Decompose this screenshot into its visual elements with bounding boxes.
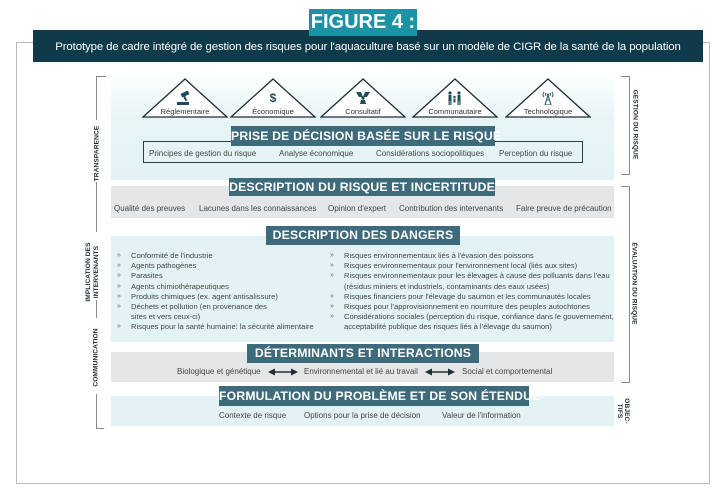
bullet-icon: » — [117, 323, 121, 331]
side-label-risk-assessment: ÉVALUATION DU RISQUE — [631, 234, 638, 334]
hazard-item — [117, 282, 332, 292]
hazard-text: Parasites — [131, 271, 163, 281]
radiation-icon — [353, 91, 373, 105]
hazard-item — [117, 322, 332, 332]
right-bracket-line — [629, 76, 630, 174]
decision-item: Principes de gestion du risque — [149, 149, 257, 158]
side-label-risk-management: GESTION DU RISQUE — [632, 85, 639, 165]
triangle-label: Réglementaire — [160, 107, 210, 116]
hazard-item — [330, 251, 614, 261]
bullet-icon: » — [330, 313, 334, 321]
dollar-icon: $ — [269, 91, 277, 105]
stakeholder-triangle-community — [412, 78, 498, 118]
hazard-text: Conformité de l'industrie — [131, 251, 213, 260]
left-bracket-line — [96, 300, 97, 318]
label-line: IMPLICATION DES — [85, 242, 92, 302]
hazard-item — [117, 292, 332, 302]
bullet-icon: » — [330, 272, 334, 280]
hazard-text: Risques pour l'approvisionnement en nourriture des peuples autochtones — [344, 302, 590, 312]
side-label-objectives — [616, 394, 630, 428]
hazard-text: Risques environnementaux pour l'environnement local (liés aux sites) — [344, 261, 578, 271]
bullet-icon: » — [117, 252, 121, 259]
hazards-list-right — [330, 251, 614, 333]
double-arrow-icon — [425, 368, 455, 376]
label-line: INTERVENANTS — [93, 245, 100, 299]
triangle-label: Économique — [252, 107, 294, 116]
bullet-icon: » — [117, 272, 121, 280]
right-bracket-bottom — [621, 382, 630, 383]
left-bracket-line — [96, 182, 97, 232]
formulation-item: Options pour la prise de décision — [304, 411, 421, 420]
decision-item: Analyse économique — [279, 149, 354, 158]
double-arrow-icon — [268, 368, 298, 376]
hazard-text: Produits chimiques (ex. agent antisalissure) — [131, 291, 278, 301]
bullet-icon: » — [117, 292, 121, 300]
hazard-item — [117, 302, 281, 322]
formulation-item: Contexte de risque — [219, 411, 287, 420]
triangle-label: Technologique — [523, 107, 573, 116]
determinant-item: Social et comportemental — [462, 367, 553, 376]
hazard-text: Risques environnementaux liés à l'évasion des poissons — [344, 251, 534, 260]
hazard-text: Risques financiers pour l'élevage du saumon et les communautés locales — [344, 291, 591, 301]
bullet-icon: » — [330, 292, 334, 300]
bullet-icon: » — [330, 303, 334, 311]
section-title-uncertainty: DESCRIPTION DU RISQUE ET INCERTITUDE — [229, 180, 495, 194]
figure-badge: FIGURE 4 : — [309, 9, 417, 36]
hazard-text: Déchets et pollution (en provenance des sites et vers ceux-ci) — [131, 302, 267, 322]
hazard-item — [330, 292, 614, 302]
figure-subtitle: Prototype de cadre intégré de gestion des risques pour l'aquaculture basé sur un modèle de CIGR de la santé de la population — [55, 41, 681, 53]
triangle-label: Consultatif — [345, 107, 381, 116]
hazard-item — [117, 261, 332, 271]
bullet-icon: » — [330, 252, 334, 259]
side-label-transparency: TRANSPARENCE — [93, 125, 101, 182]
section-title-decision: PRISE DE DÉCISION BASÉE SUR LE RISQUE — [231, 126, 495, 146]
uncertainty-item: Qualité des preuves — [114, 204, 186, 213]
hazard-item — [330, 302, 614, 312]
gavel-icon — [175, 91, 195, 105]
triangle-label: Communautaire — [428, 107, 482, 116]
bullet-icon: » — [117, 303, 121, 311]
stakeholder-triangle-consultative — [320, 78, 406, 118]
left-bracket-line — [96, 394, 97, 428]
left-bracket-top — [96, 76, 106, 77]
determinant-item: Biologique et génétique — [177, 367, 261, 376]
side-label-communication: COMMUNICATION — [92, 328, 100, 387]
label-line: TIFS — [616, 403, 623, 419]
decision-item: Considérations sociopolitiques — [376, 149, 485, 158]
hazard-text: Agents chimiothérapeutiques — [131, 281, 229, 291]
hazard-item — [117, 271, 332, 281]
hazard-item — [330, 312, 614, 332]
bullet-icon: » — [117, 282, 121, 290]
section-title-determinants: DÉTERMINANTS ET INTERACTIONS — [247, 344, 479, 363]
uncertainty-item: Faire preuve de précaution — [516, 204, 612, 213]
determinant-item: Environnemental et lié au travail — [304, 367, 418, 376]
hazard-item — [330, 271, 614, 291]
side-label-stakeholder-involvement — [85, 237, 101, 307]
left-bracket-line — [96, 76, 97, 120]
stakeholder-triangle-regulatory — [142, 78, 228, 118]
stakeholder-triangle-technological — [505, 78, 591, 118]
hazard-text: Risques environnementaux pour les élevages à cause des polluants dans l'eau (résidus miniers et industriels, contaminants des eaux usées) — [344, 271, 610, 291]
section-title-hazards: DESCRIPTION DES DANGERS — [266, 226, 460, 245]
hazard-text: Agents pathogènes — [131, 261, 197, 271]
section-title-formulation: FORMULATION DU PROBLÈME ET DE SON ÉTENDUE — [219, 386, 529, 406]
hazard-item — [330, 261, 614, 271]
bullet-icon: » — [117, 262, 121, 270]
formulation-item: Valeur de l'information — [442, 411, 521, 420]
label-line: OBJEC- — [623, 398, 630, 424]
stakeholder-triangle-economic — [230, 78, 316, 118]
decision-item: Perception du risque — [499, 149, 573, 158]
left-bracket-bottom — [96, 428, 104, 429]
bullet-icon: » — [330, 262, 334, 270]
right-bracket-bottom — [621, 174, 630, 175]
hazard-text: Considérations sociales (perception du risque, confiance dans le gouvernement, acceptabilité publique des risques liés à l'élevage du saumon) — [344, 312, 614, 332]
uncertainty-item: Lacunes dans les connaissances — [199, 204, 317, 213]
hazards-list-left — [117, 251, 332, 333]
family-icon — [445, 91, 465, 105]
hazard-item — [117, 251, 332, 261]
hazard-text: Risques pour la santé humaine: la sécurité alimentaire — [131, 322, 314, 332]
uncertainty-item: Opinion d'expert — [328, 204, 387, 213]
antenna-icon — [538, 91, 558, 105]
uncertainty-item: Contribution des intervenants — [399, 204, 504, 213]
